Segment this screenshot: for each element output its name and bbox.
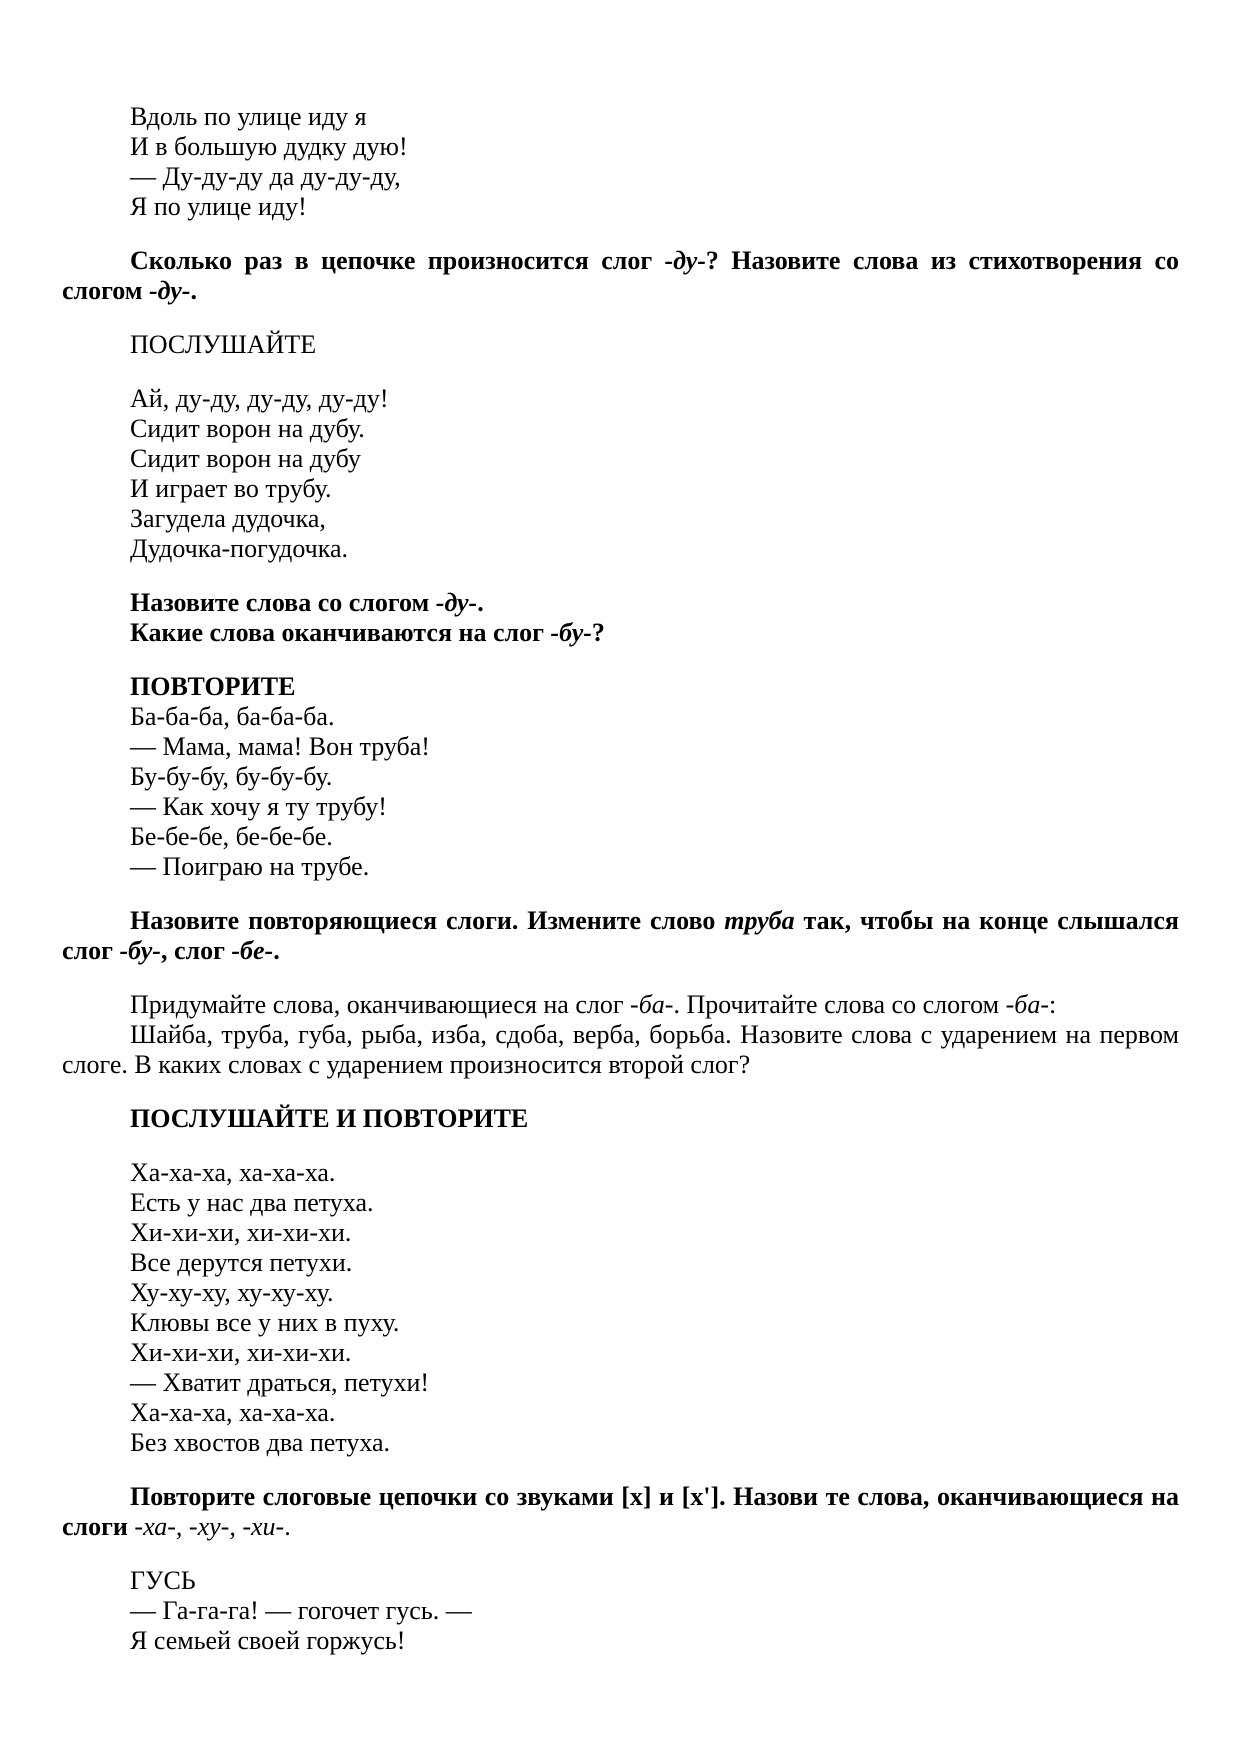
syllable-italic: -ду- [664,246,706,275]
task-text: , слог [160,936,232,965]
poem-line: Хи-хи-хи, хи-хи-хи. [130,1338,352,1367]
poem-line: Клювы все у них в пуху. [130,1308,400,1337]
poem-line: Загудела дудочка, [130,504,326,533]
task-text: . [477,588,484,617]
poem-line: И в большую дудку дую! [130,132,408,161]
poem-line: Ха-ха-ха, ха-ха-ха. [130,1398,336,1427]
task-text: ? Назовите слова из стихотворения со слогом [62,246,1179,305]
task-text: Повторите слоговые цепочки со звуками [х] и [х']. Назови те слова, оканчивающиеся на слоги [62,1482,1179,1541]
task-instruction-2 [62,588,1179,648]
poem-line: Хи-хи-хи, хи-хи-хи. [130,1218,352,1247]
exercise-paragraphs [62,990,1179,1080]
poem-line: — Хватит драться, петухи! [130,1368,430,1397]
syllable-italic: -ба- [630,990,674,1019]
poem-line: — Мама, мама! Вон труба! [130,732,430,761]
section-heading-label: ПОСЛУШАЙТЕ И ПОВТОРИТЕ [130,1104,529,1133]
paragraph-text: Придумайте слова, оканчивающиеся на слог [130,990,631,1019]
syllable-italic: -бе- [231,936,274,965]
task-text: так, чтобы на конце слышался слог [62,906,1179,965]
section-heading-povtorite: ПОВТОРИТЕ [130,672,296,701]
poem-line: Бе-бе-бе, бе-бе-бе. [130,822,333,851]
task-text: Сколько раз в цепочке произносится слог [130,246,665,275]
poem-line: Сидит ворон на дубу. [130,414,365,443]
poem-line: Дудочка-погудочка. [130,534,349,563]
task-text: Назовите слова со слогом [130,588,436,617]
task-text: . [190,276,197,305]
povtorite-section [62,672,1179,882]
syllable-italic: -ду- [149,276,191,305]
poem-line: Ху-ху-ху, ху-ху-ху. [130,1278,334,1307]
poem-line: Вдоль по улице иду я [130,102,367,131]
syllable-italic: -бу- [550,618,592,647]
paragraph-text: : [1049,990,1057,1019]
task-instruction-3 [62,906,1179,966]
syllable-italic: -бу- [119,936,161,965]
paragraph-text: . Прочитайте слова со слогом [673,990,1006,1019]
task-text: Назовите повторяющиеся слоги. Измените слово [130,906,725,935]
poem-line: Ба-ба-ба, ба-ба-ба. [130,702,335,731]
task-text: ? [591,618,605,647]
poem-line: Я семьей своей горжусь! [130,1626,406,1655]
section-heading-poslushayte-i-povtorite [62,1104,1179,1134]
poem-line: Есть у нас два петуха. [130,1188,374,1217]
section-heading-poslushayte [62,330,1179,360]
poem-line: И играет во трубу. [130,474,332,503]
section-heading-gus: ГУСЬ [130,1566,196,1595]
poem-line: Я по улице иду! [130,192,307,221]
task-text: . [284,1512,291,1541]
gus-section [62,1566,1179,1656]
task-instruction-4 [62,1482,1179,1542]
word-italic: труба [724,906,795,935]
poem-block-4 [62,1158,1179,1458]
poem-line: — Как хочу я ту трубу! [130,792,387,821]
section-heading-label: ПОСЛУШАЙТЕ [130,330,317,359]
exercise-paragraph: Шайба, труба, губа, рыба, изба, сдоба, верба, борьба. Назовите слова с ударением на первом слоге. В каких словах с ударением произносится второй слог? [62,1020,1179,1079]
poem-line: Ха-ха-ха, ха-ха-ха. [130,1158,336,1187]
syllable-italic: -ду- [435,588,478,617]
poem-line: — Поиграю на трубе. [130,852,370,881]
task-text: Какие слова оканчиваются на слог [130,618,551,647]
task-text: . [273,936,280,965]
syllable-italic: -ба- [1005,990,1049,1019]
poem-line: Ай, ду-ду, ду-ду, ду-ду! [130,384,389,413]
task-instruction-1 [62,246,1179,306]
exercise-paragraph [62,990,1179,1020]
poem-block-2 [62,384,1179,564]
task-line [130,588,1179,618]
poem-line: Сидит ворон на дубу [130,444,361,473]
poem-line: Бу-бу-бу, бу-бу-бу. [130,762,333,791]
poem-line: Без хвостов два петуха. [130,1428,391,1457]
poem-block-1 [62,102,1179,222]
syllable-italic: -ха-, -ху-, -хи- [134,1512,285,1541]
poem-line: — Ду-ду-ду да ду-ду-ду, [130,162,401,191]
poem-line: Все дерутся петухи. [130,1248,353,1277]
poem-line: — Га-га-га! — гогочет гусь. — [130,1596,472,1625]
task-line [130,618,1179,648]
